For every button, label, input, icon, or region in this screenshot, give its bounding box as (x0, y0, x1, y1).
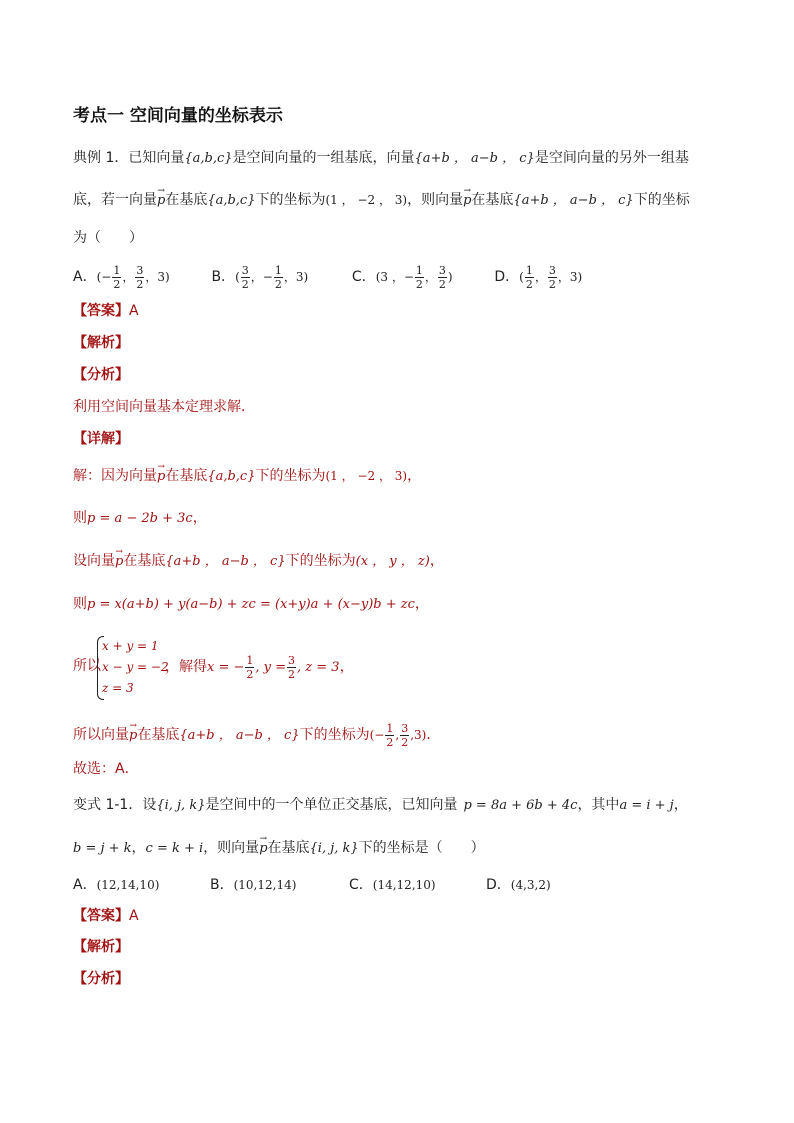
option-d: D．( $\frac{1}{2}$ ， $\frac{3}{2}$ ，3) (494, 263, 583, 291)
ex1-line2-c: 下的坐标为 (255, 192, 326, 208)
ex1-jiexi: 【解析】 (73, 335, 129, 351)
solution-line4 (73, 594, 429, 615)
s6-b: 在基底 (137, 727, 180, 743)
ex1-line2-f: 下的坐标 (633, 192, 690, 208)
s6-a: 所以向量 (73, 727, 129, 743)
coord-1: (1 ， −2 ， 3) (325, 469, 408, 483)
s3-b: 在基底 (123, 553, 166, 569)
s3-d: ， (429, 553, 444, 569)
s1-a: 解：因为向量 (73, 468, 157, 484)
basis-abc: {a,b,c} (184, 151, 233, 166)
b-definition: b = j + k (73, 841, 132, 856)
ex1-line2-a: 底，若一向量 (73, 192, 157, 208)
option-a: A．(− $\frac{1}{2}$ ， $\frac{3}{2}$ ，3) (73, 263, 170, 291)
s4-a: 则 (73, 596, 87, 612)
solution-line1 (73, 466, 421, 487)
basis-2: {a+b ， a−b ， c} (414, 151, 535, 166)
ex1-line2-b: 在基底 (165, 192, 208, 208)
ex1-xiangjie: 【详解】 (73, 431, 129, 447)
s2-a: 则 (73, 510, 87, 526)
option-b-label: B． (210, 877, 234, 893)
ex1-line1-a: 典例 1．已知向量 (73, 150, 185, 166)
s2-equation: p = a − 2b + 3c (87, 511, 193, 526)
vector-p: → p (157, 467, 165, 487)
ex1-line2 (73, 190, 690, 211)
ex2-l2-c: 下的坐标是（ ） (358, 840, 485, 856)
s5-suoyi: 所以 (73, 658, 101, 674)
ex2-sep: ， (131, 840, 146, 856)
s3-c: 下的坐标为 (285, 553, 356, 569)
option-a (73, 875, 210, 895)
equation-system (102, 636, 169, 699)
vector-p: → p (115, 552, 123, 572)
s5-b: ，解得 (165, 659, 207, 675)
s5-x: x = − (207, 660, 245, 675)
s4-b: ， (414, 596, 429, 612)
option-c-value: (14,12,10) (372, 878, 436, 892)
s3-a: 设向量 (73, 553, 115, 569)
eq-3: z = 3 (102, 681, 134, 695)
ex2-jiexi: 【解析】 (73, 939, 129, 955)
option-c: C．(3 ，− $\frac{1}{2}$ ， $\frac{3}{2}$ ) (351, 263, 453, 291)
s6-c: 下的坐标为 (299, 727, 370, 743)
ex1-line1 (73, 148, 689, 169)
s6-d: ． (426, 727, 441, 743)
ex2-l2-a: ，则向量 (203, 840, 260, 856)
s1-d: ， (407, 468, 422, 484)
s5-z: , z = 3 (297, 660, 340, 675)
coord-1: (1 ， −2 ， 3) (325, 193, 408, 207)
option-a-label: A． (73, 269, 97, 285)
answer-value: A (129, 908, 139, 924)
ex1-fenxi: 【分析】 (73, 367, 129, 383)
p-definition: p = 8a + 6b + 4c (463, 798, 578, 813)
section-heading: 考点一 空间向量的坐标表示 (73, 106, 283, 126)
basis-abc: {a,b,c} (207, 193, 256, 208)
answer-label: 【答案】 (73, 908, 129, 924)
option-b (210, 875, 349, 895)
ex2-l2-b: 在基底 (267, 840, 310, 856)
vector-p: → p (157, 191, 165, 211)
ex2-l1-a: 变式 1-1．设 (73, 797, 157, 813)
vector-p: → p (129, 721, 137, 751)
option-c-label: C． (349, 877, 373, 893)
s1-b: 在基底 (165, 468, 208, 484)
ex1-line1-c: 是空间向量的另外一组基 (534, 150, 689, 166)
option-b: B．( $\frac{3}{2}$ ，− $\frac{1}{2}$ ，3) (211, 263, 309, 291)
option-b-value: (10,12,14) (233, 878, 297, 892)
ex2-options (73, 875, 551, 895)
ex2-l1-b: 是空间中的一个单位正交基底，已知向量 (205, 797, 458, 813)
option-d-value: (4,3,2) (510, 878, 551, 892)
answer-label: 【答案】 (73, 303, 129, 319)
ex2-l1-c: ，其中 (577, 797, 620, 813)
basis-2: {a+b ， a−b ， c} (513, 193, 634, 208)
s5-solution: ，解得x = − $\frac{1}{2}$ , y = $\frac{3}{2}$ , z = 3， (165, 653, 354, 681)
a-definition: a = i + j (619, 798, 674, 813)
option-c-label: C． (351, 269, 376, 285)
ex2-l1-d: ， (673, 797, 688, 813)
gu-xuan: 故选：A． (73, 761, 139, 777)
solution-line6: 所以向量→ p在基底{a+b ， a−b ， c}下的坐标为(− $\frac{1}{2}$ , $\frac{3}{2}$ ,3)． (73, 720, 440, 750)
answer-value: A (129, 303, 139, 319)
ex1-fenxi-text: 利用空间向量基本定理求解． (73, 399, 255, 415)
s1-c: 下的坐标为 (255, 468, 326, 484)
s5-c: ， (339, 659, 354, 675)
option-a-label: A． (73, 877, 97, 893)
option-a-value: (12,14,10) (96, 878, 160, 892)
basis-abc: {a,b,c} (207, 469, 256, 484)
basis-ijk: {i, j, k} (309, 841, 359, 856)
ex2-fenxi: 【分析】 (73, 971, 129, 987)
solution-line3 (73, 551, 444, 572)
ex1-line3: 为（ ） (73, 230, 143, 246)
solution-line2 (73, 508, 207, 529)
c-definition: c = k + i (145, 841, 204, 856)
ex1-answer (73, 301, 139, 321)
option-c (349, 875, 486, 895)
option-d (486, 875, 551, 895)
ex1-line2-d: ，则向量 (407, 192, 464, 208)
basis-ijk: {i, j, k} (156, 798, 206, 813)
option-b-label: B． (211, 269, 236, 285)
ex2-line2 (73, 838, 485, 859)
vector-p: → p (463, 191, 471, 211)
ex2-answer (73, 906, 139, 926)
eq-2: x − y = −2 (102, 660, 169, 674)
s3-coord: (x ， y ， z) (355, 554, 430, 569)
basis-2: {a+b ， a−b ， c} (179, 728, 300, 743)
vector-p: → p (259, 839, 267, 859)
s2-b: ， (192, 510, 207, 526)
basis-2: {a+b ， a−b ， c} (165, 554, 286, 569)
option-d-label: D． (486, 877, 511, 893)
s4-equation: p = x(a+b) + y(a−b) + zc = (x+y)a + (x−y)b + zc (87, 597, 415, 612)
ex2-line1 (73, 795, 688, 816)
option-d-label: D． (494, 269, 520, 285)
s5-y: , y = (255, 660, 287, 675)
ex1-line2-e: 在基底 (471, 192, 514, 208)
ex1-line1-b: 是空间向量的一组基底，向量 (232, 150, 415, 166)
ex1-options (73, 262, 582, 292)
eq-1: x + y = 1 (102, 639, 159, 653)
